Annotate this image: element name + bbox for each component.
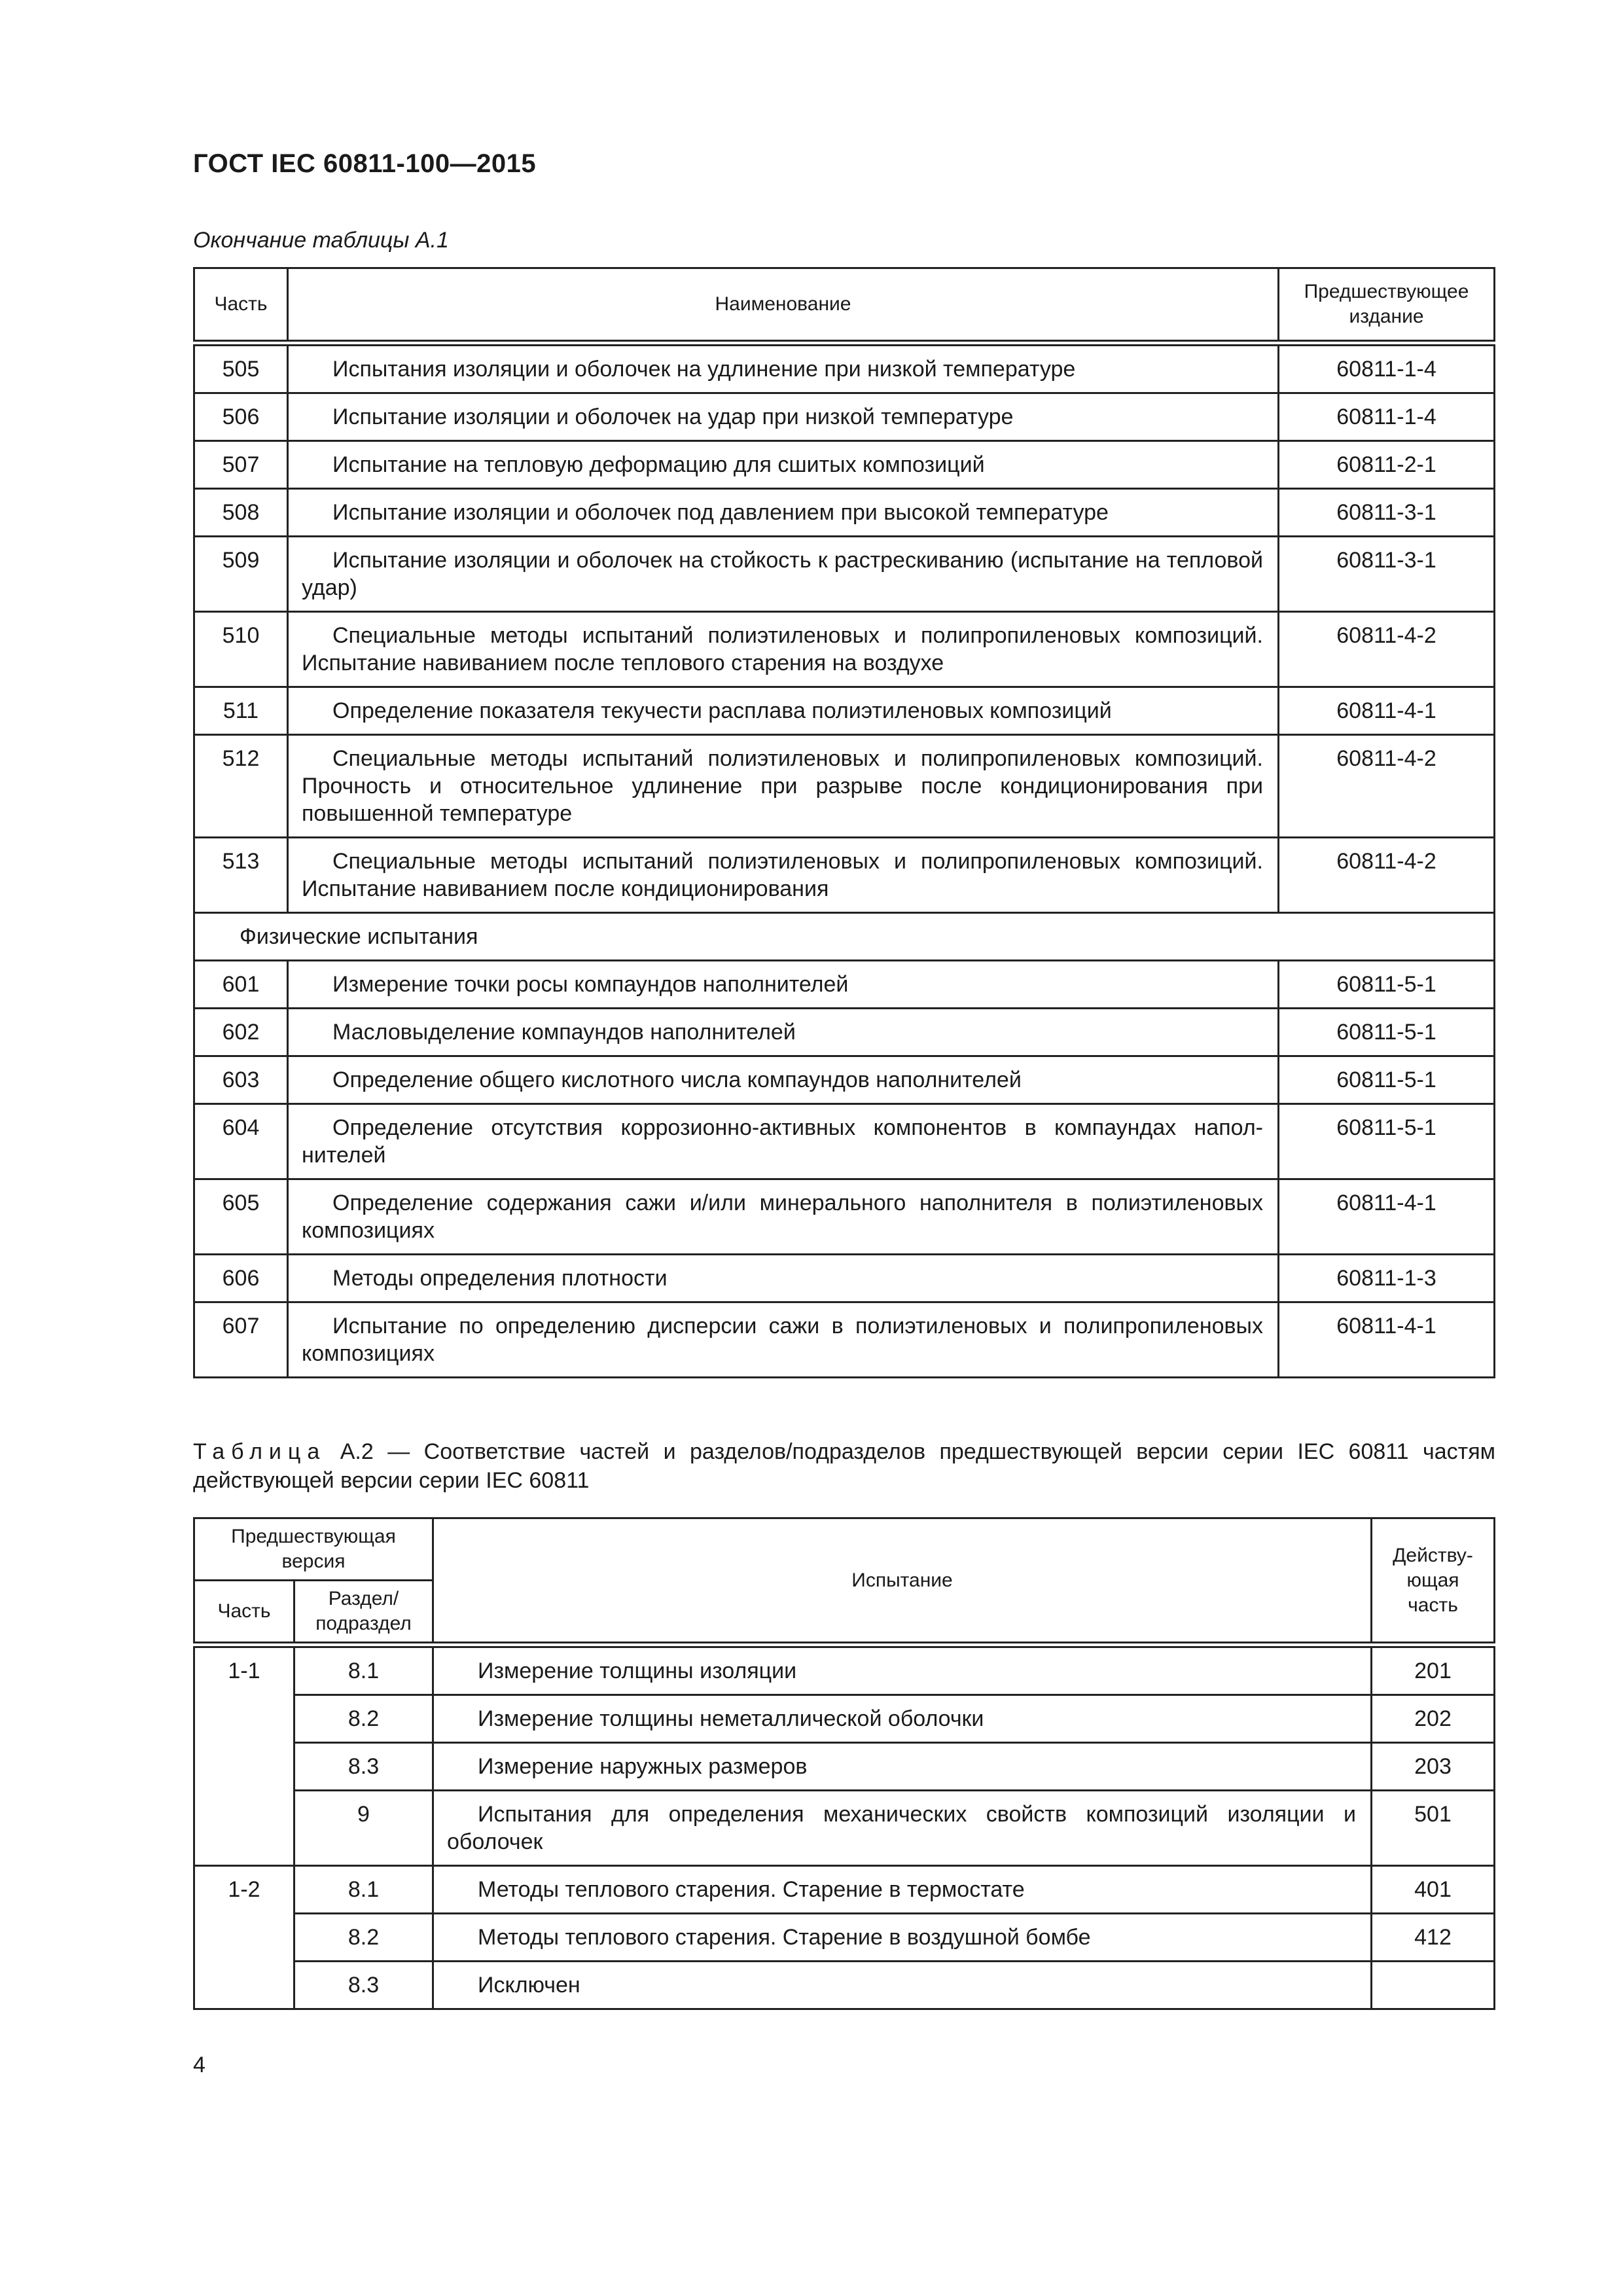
part-number: 505 <box>194 343 288 393</box>
prev-edition: 60811-5-1 <box>1279 1008 1495 1056</box>
part-number: 605 <box>194 1179 288 1254</box>
table-label: Таблица <box>193 1439 327 1464</box>
prev-edition: 60811-4-1 <box>1279 687 1495 734</box>
prev-edition: 60811-5-1 <box>1279 1103 1495 1179</box>
current-part: 203 <box>1372 1743 1495 1791</box>
table-row <box>194 1103 1495 1179</box>
test-name: Измерение толщины неметаллической оболочки <box>433 1695 1372 1743</box>
table-row <box>194 1743 1495 1791</box>
table-row <box>194 536 1495 611</box>
prev-edition: 60811-1-4 <box>1279 343 1495 393</box>
part-name: Испытание по определению дисперсии сажи в полиэтиленовых и полипропиленовых композициях <box>288 1302 1279 1377</box>
prev-edition: 60811-4-2 <box>1279 611 1495 687</box>
part-name: Определение общего кислотного числа компаундов наполнителей <box>288 1056 1279 1103</box>
test-name: Методы теплового старения. Старение в термостате <box>433 1866 1372 1914</box>
prev-edition: 60811-1-3 <box>1279 1254 1495 1302</box>
section-number: 9 <box>294 1791 433 1866</box>
section-title: Физические испытания <box>194 912 1495 960</box>
table-continuation-caption: Окончание таблицы А.1 <box>193 228 449 253</box>
part-name: Специальные методы испытаний полиэтиленовых и полипропиленовых композиций. Прочность и относительное удлинение при разрыве после кондиционирования при повышенной температуре <box>288 734 1279 837</box>
section-number: 8.3 <box>294 1743 433 1791</box>
table-row <box>194 611 1495 687</box>
prev-edition: 60811-1-4 <box>1279 393 1495 440</box>
prev-edition: 60811-5-1 <box>1279 960 1495 1008</box>
test-name: Измерение наружных размеров <box>433 1743 1372 1791</box>
table-title: А.2 — Соответствие частей и разделов/подразделов предшествующей версии серии IEC 60811 частям действующей версии серии IEC 60811 <box>193 1439 1495 1493</box>
part-number: 507 <box>194 440 288 488</box>
column-header-part: Часть <box>194 1581 294 1645</box>
current-part: 501 <box>1372 1791 1495 1866</box>
section-row <box>194 912 1495 960</box>
table-row <box>194 1179 1495 1254</box>
part-number: 602 <box>194 1008 288 1056</box>
column-header-prev-edition: Предшествующее издание <box>1279 268 1495 343</box>
prev-edition: 60811-3-1 <box>1279 536 1495 611</box>
table-row <box>194 1008 1495 1056</box>
document-header: ГОСТ IEC 60811-100—2015 <box>193 149 537 178</box>
part-number: 506 <box>194 393 288 440</box>
test-name: Методы теплового старения. Старение в воздушной бомбе <box>433 1914 1372 1962</box>
test-name: Измерение толщины изоляции <box>433 1645 1372 1695</box>
part-name: Определение показателя текучести расплава полиэтиленовых композиций <box>288 687 1279 734</box>
table-row <box>194 960 1495 1008</box>
prev-part-number: 1-2 <box>194 1866 294 2009</box>
section-number: 8.2 <box>294 1695 433 1743</box>
column-header-name: Наименование <box>288 268 1279 343</box>
part-name: Определение отсутствия коррозионно-активных компонентов в компаундах наполнителей <box>288 1103 1279 1179</box>
part-number: 606 <box>194 1254 288 1302</box>
prev-edition: 60811-4-1 <box>1279 1302 1495 1377</box>
table-row <box>194 1791 1495 1866</box>
part-name: Измерение точки росы компаундов наполнителей <box>288 960 1279 1008</box>
prev-edition: 60811-3-1 <box>1279 488 1495 536</box>
table-row <box>194 343 1495 393</box>
part-name: Методы определения плотности <box>288 1254 1279 1302</box>
table-row <box>194 1056 1495 1103</box>
part-number: 510 <box>194 611 288 687</box>
column-header-current-part: Действующая часть <box>1372 1518 1495 1645</box>
table-row <box>194 1866 1495 1914</box>
current-part: 401 <box>1372 1866 1495 1914</box>
page-number: 4 <box>193 2053 205 2077</box>
section-number: 8.3 <box>294 1962 433 2009</box>
part-number: 513 <box>194 837 288 912</box>
column-header-part: Часть <box>194 268 288 343</box>
prev-edition: 60811-4-2 <box>1279 837 1495 912</box>
part-name: Масловыделение компаундов наполнителей <box>288 1008 1279 1056</box>
table-a2-caption <box>193 1437 1495 1495</box>
table-a2 <box>193 1517 1495 2010</box>
table-row <box>194 1695 1495 1743</box>
prev-edition: 60811-5-1 <box>1279 1056 1495 1103</box>
table-row <box>194 837 1495 912</box>
section-number: 8.1 <box>294 1866 433 1914</box>
table-header-row <box>194 1518 1495 1581</box>
table-row <box>194 687 1495 734</box>
prev-part-number: 1-1 <box>194 1645 294 1866</box>
current-part: 412 <box>1372 1914 1495 1962</box>
table-row <box>194 393 1495 440</box>
table-row <box>194 488 1495 536</box>
table-row <box>194 1302 1495 1377</box>
table-row <box>194 440 1495 488</box>
current-part: 201 <box>1372 1645 1495 1695</box>
part-name: Испытание на тепловую деформацию для сшитых композиций <box>288 440 1279 488</box>
part-number: 604 <box>194 1103 288 1179</box>
table-header-row <box>194 268 1495 343</box>
part-name: Испытание изоляции и оболочек под давлением при высокой температуре <box>288 488 1279 536</box>
part-name: Испытания изоляции и оболочек на удлинение при низкой температуре <box>288 343 1279 393</box>
test-name: Исключен <box>433 1962 1372 2009</box>
prev-edition: 60811-4-2 <box>1279 734 1495 837</box>
part-number: 508 <box>194 488 288 536</box>
part-number: 601 <box>194 960 288 1008</box>
part-name: Специальные методы испытаний полиэтиленовых и полипропиленовых композиций. Испытание навиванием после теплового старения на воздухе <box>288 611 1279 687</box>
part-number: 509 <box>194 536 288 611</box>
current-part: 202 <box>1372 1695 1495 1743</box>
table-row <box>194 1962 1495 2009</box>
table-row <box>194 1914 1495 1962</box>
table-row <box>194 1254 1495 1302</box>
column-header-prev-version: Предшествующая версия <box>194 1518 433 1581</box>
table-a1 <box>193 267 1495 1378</box>
table-row <box>194 734 1495 837</box>
prev-edition: 60811-4-1 <box>1279 1179 1495 1254</box>
part-number: 607 <box>194 1302 288 1377</box>
column-header-section: Раздел/ подраздел <box>294 1581 433 1645</box>
section-number: 8.1 <box>294 1645 433 1695</box>
part-name: Специальные методы испытаний полиэтиленовых и полипропиленовых композиций. Испытание навиванием после кондиционирования <box>288 837 1279 912</box>
part-name: Определение содержания сажи и/или минерального наполнителя в полиэтиленовых композициях <box>288 1179 1279 1254</box>
section-number: 8.2 <box>294 1914 433 1962</box>
part-number: 511 <box>194 687 288 734</box>
test-name: Испытания для определения механических свойств композиций изоляции и оболочек <box>433 1791 1372 1866</box>
table-row <box>194 1645 1495 1695</box>
column-header-test: Испытание <box>433 1518 1372 1645</box>
prev-edition: 60811-2-1 <box>1279 440 1495 488</box>
part-name: Испытание изоляции и оболочек на стойкость к растрескиванию (испытание на тепловой удар) <box>288 536 1279 611</box>
part-number: 512 <box>194 734 288 837</box>
current-part <box>1372 1962 1495 2009</box>
part-name: Испытание изоляции и оболочек на удар при низкой температуре <box>288 393 1279 440</box>
part-number: 603 <box>194 1056 288 1103</box>
